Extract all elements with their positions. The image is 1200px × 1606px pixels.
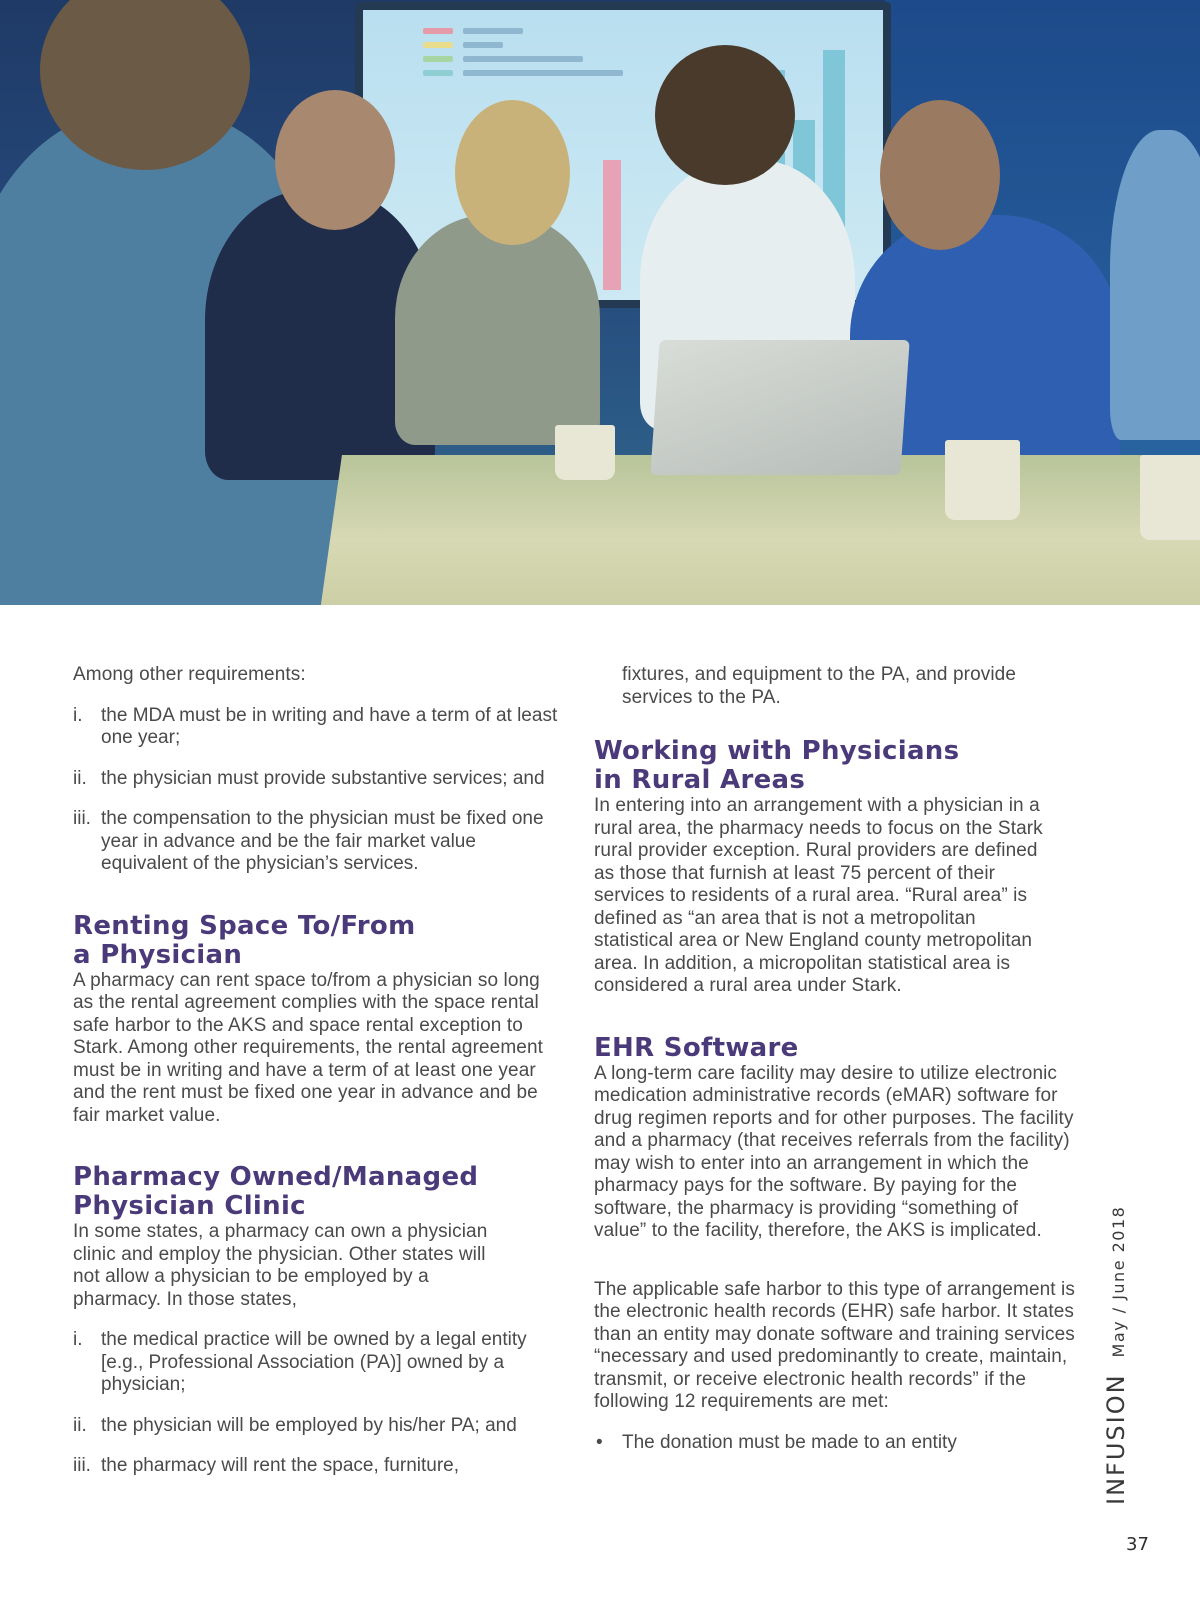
section-heading-renting: Renting Space To/From a Physician: [73, 910, 416, 970]
issue-date: May / June 2018: [1109, 1205, 1128, 1358]
list-item: ii. the physician will be employed by his/her PA; and: [73, 1414, 517, 1436]
section-heading-rural: Working with Physicians in Rural Areas: [594, 736, 960, 795]
intro-text: Among other requirements:: [73, 664, 306, 685]
right-column: [594, 664, 1084, 1454]
bullet-item: • The donation must be made to an entity: [596, 1431, 957, 1453]
photo-person-blonde: [395, 215, 600, 445]
clinic-body: In some states, a pharmacy can own a physician clinic and employ the physician. Other states will not allow a physician to be employed by a pharmacy. In those states,: [73, 1221, 488, 1310]
list-item: iii. the pharmacy will rent the space, furniture,: [73, 1455, 460, 1476]
left-column: [73, 664, 563, 1478]
rural-body: In entering into an arrangement with a physician in a rural area, the pharmacy needs to focus on the Stark rural provider exception. Rural providers are defined as those that furnish at least 75 percent of their services to residents of a rural area. “Rural area” is defined as “an area that is not a metropolitan statistical area or New England county metropolitan area. In addition, a micropolitan statistical area is considered a rural area under Stark.: [594, 795, 1043, 996]
hero-photo: [0, 0, 1200, 605]
photo-cup: [945, 440, 1020, 520]
brand-logo: INFUSION: [1102, 1373, 1130, 1505]
continuation-text: fixtures, and equipment to the PA, and provide services to the PA.: [622, 664, 1016, 708]
photo-cup: [555, 425, 615, 480]
section-heading-ehr: EHR Software: [594, 1032, 799, 1063]
list-item: i. the medical practice will be owned by a legal entity [e.g., Professional Association (PA)] owned by a physician;: [73, 1329, 527, 1395]
margin-branding: [1096, 1205, 1136, 1510]
photo-table: [318, 455, 1200, 605]
ehr-body-2: The applicable safe harbor to this type of arrangement is the electronic health records (EHR) safe harbor. It states than an entity may donate software and training services “necessary and used predominantly to create, maintain, transmit, or receive electronic health records” if the following 12 requirements are met:: [594, 1278, 1075, 1412]
photo-person-nurse: [1110, 130, 1200, 440]
photo-laptop: [650, 340, 909, 475]
page-number: 37: [1126, 1534, 1149, 1555]
ehr-body: A long-term care facility may desire to utilize electronic medication administrative records (eMAR) software for drug regimen reports and for other purposes. The facility and a pharmacy (that receives referrals from the facility) may wish to enter into an arrangement in which the pharmacy pays for the software. By paying for the software, the pharmacy is providing “something of value” to the facility, therefore, the AKS is implicated.: [594, 1062, 1074, 1241]
renting-body: A pharmacy can rent space to/from a physician so long as the rental agreement complies with the space rental safe harbor to the AKS and space rental exception to Stark. Among other requirements, the rental agreement must be in writing and have a term of at least one year and the rent must be fixed one year in advance and be fair market value.: [73, 969, 543, 1126]
list-item: i. the MDA must be in writing and have a term of at least one year;: [73, 704, 558, 748]
list-item: ii. the physician must provide substantive services; and: [73, 767, 545, 789]
section-heading-clinic: Pharmacy Owned/Managed Physician Clinic: [73, 1162, 479, 1221]
photo-cup: [1140, 455, 1200, 540]
list-item: iii. the compensation to the physician must be fixed one year in advance and be the fair market value equivalent of the physician’s services.: [73, 808, 544, 874]
